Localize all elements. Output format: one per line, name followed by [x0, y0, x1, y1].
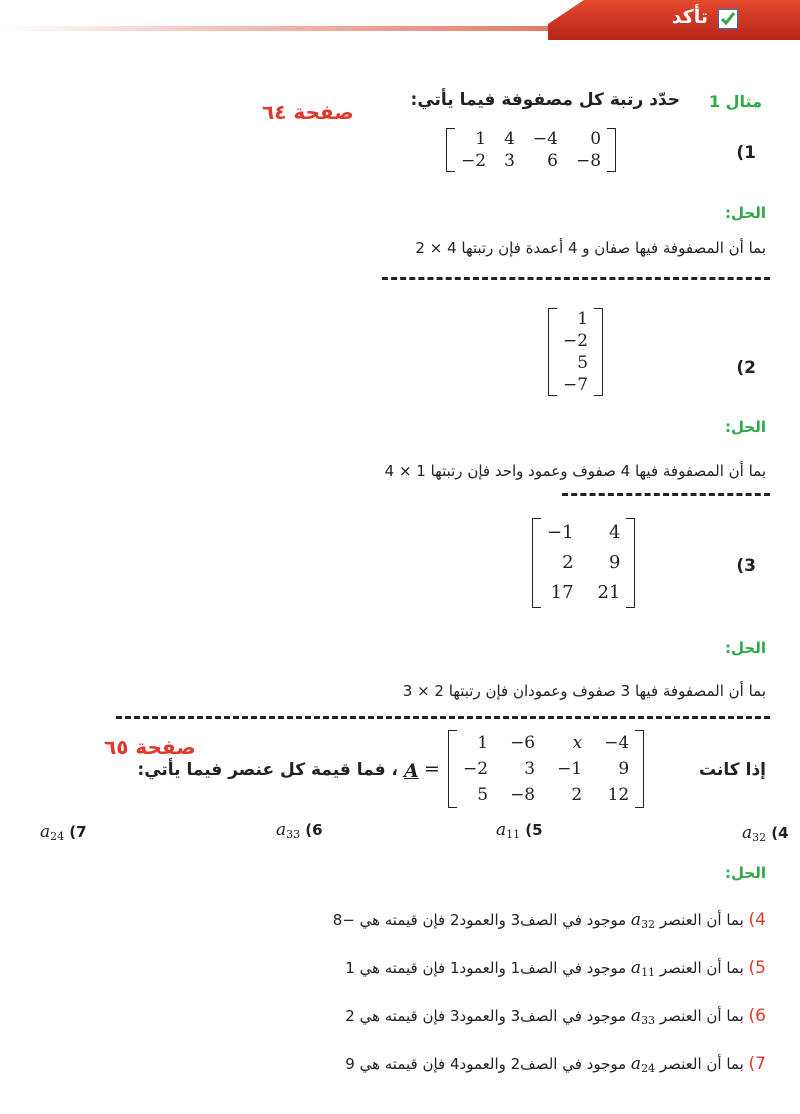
- matrix-1-grid: [455, 128, 607, 172]
- question-number: (7: [69, 823, 87, 841]
- answer-pre: بما أن العنصر: [655, 1007, 749, 1025]
- matrix-cell: −1: [557, 759, 583, 779]
- matrix-cell: 17: [550, 582, 574, 603]
- answer-number: 7): [748, 1054, 766, 1074]
- matrix-cell: −8: [510, 785, 536, 805]
- solution-label-3: الحل:: [725, 639, 766, 657]
- matrix-cell: 4: [609, 522, 621, 543]
- answer-sub: 33: [641, 1014, 656, 1027]
- matrix-cell: 2: [562, 552, 574, 573]
- matrix-cell: 1: [477, 733, 489, 753]
- matrix-A-grid: [457, 730, 635, 808]
- second-prompt-end: ، فما قيمة كل عنصر فيما يأتي:: [137, 760, 398, 780]
- answer-post: موجود في الصف2 والعمود4 فإن قيمته هي 9: [345, 1055, 631, 1073]
- question-sub: 33: [286, 828, 301, 841]
- question-sub: 11: [506, 828, 521, 841]
- answer-5: [345, 958, 766, 979]
- matrix-A-name: A: [404, 760, 419, 782]
- example-prompt: حدّد رتبة كل مصفوفة فيما يأتي:: [410, 90, 680, 110]
- matrix-cell: −1: [547, 522, 574, 543]
- solution-label-1: الحل:: [725, 204, 766, 222]
- answer-var: a: [630, 910, 642, 930]
- matrix-cell: −4: [604, 733, 630, 753]
- matrix-cell: x: [572, 733, 583, 753]
- matrix-cell: 3: [524, 759, 536, 779]
- answer-7: [345, 1054, 766, 1075]
- answer-post: موجود في الصف3 والعمود3 فإن قيمته هي 2: [345, 1007, 631, 1025]
- matrix-cell: 2: [571, 785, 583, 805]
- question-number: (6: [305, 821, 323, 839]
- answer-number: 6): [748, 1006, 766, 1026]
- page-ref-64: صفحة ٦٤: [262, 100, 354, 124]
- answer-sub: 11: [641, 966, 656, 979]
- answer-post: موجود في الصف1 والعمود1 فإن قيمته هي 1: [345, 959, 631, 977]
- solution-text-3: بما أن المصفوفة فيها 3 صفوف وعمودان فإن رتبتها 2 × 3: [402, 682, 766, 700]
- answer-var: a: [630, 958, 642, 978]
- answer-var: a: [630, 1006, 642, 1026]
- answer-pre: بما أن العنصر: [655, 959, 749, 977]
- matrix-cell: 21: [597, 582, 621, 603]
- matrix-cell: 5: [577, 353, 589, 373]
- matrix-cell: −2: [563, 331, 589, 351]
- question-var: a: [742, 823, 753, 843]
- page-ref-65: صفحة ٦٥: [104, 735, 196, 759]
- matrix-cell: −7: [563, 375, 589, 395]
- answer-number: 4): [748, 910, 766, 930]
- matrix-cell: 6: [547, 151, 558, 171]
- matrix-cell: 0: [590, 129, 602, 149]
- matrix-cell: 5: [477, 785, 489, 805]
- answer-sub: 24: [641, 1062, 656, 1075]
- item-number-1: (1: [736, 143, 756, 163]
- answer-number: 5): [748, 958, 766, 978]
- header-rule: [0, 26, 560, 31]
- matrix-3: [532, 518, 635, 608]
- dashed-divider: [382, 277, 770, 280]
- item-number-3: (3: [736, 556, 756, 576]
- matrix-3-grid: [541, 518, 626, 608]
- matrix-cell: 1: [577, 309, 589, 329]
- matrix-cell: −2: [463, 759, 489, 779]
- header-title: تأكد: [671, 6, 708, 28]
- matrix-cell: −2: [461, 151, 487, 171]
- matrix-cell: −4: [532, 129, 558, 149]
- question-var: a: [40, 822, 51, 842]
- matrix-cell: 3: [504, 151, 515, 171]
- solution-text-1: بما أن المصفوفة فيها صفان و 4 أعمدة فإن رتبتها 4 × 2: [415, 239, 766, 257]
- matrix-cell: 12: [607, 785, 630, 805]
- matrix-A: [448, 730, 644, 808]
- answer-sub: 32: [641, 918, 656, 931]
- question-number: (5: [525, 821, 543, 839]
- solution-text-2: بما أن المصفوفة فيها 4 صفوف وعمود واحد فإن رتبتها 1 × 4: [384, 462, 766, 480]
- matrix-cell: 1: [475, 129, 487, 149]
- example-label: مثال 1: [708, 92, 762, 111]
- matrix-cell: −6: [510, 733, 536, 753]
- matrix-cell: −8: [575, 151, 602, 171]
- matrix-cell: 9: [609, 552, 621, 573]
- question-var: a: [276, 820, 287, 840]
- second-prompt-start: إذا كانت: [699, 760, 766, 780]
- checkbox-check-icon: [718, 9, 738, 29]
- answer-6: [345, 1006, 766, 1027]
- question-7: [40, 822, 110, 843]
- answer-4: [333, 910, 766, 931]
- solution-label-4: الحل:: [725, 864, 766, 882]
- answer-var: a: [630, 1054, 642, 1074]
- question-number: (4: [771, 824, 789, 842]
- matrix-cell: 9: [618, 759, 630, 779]
- answer-pre: بما أن العنصر: [655, 911, 749, 929]
- matrix-2-grid: [557, 308, 594, 396]
- answer-post: موجود في الصف3 والعمود2 فإن قيمته هي −8: [332, 911, 631, 929]
- question-sub: 24: [50, 830, 65, 843]
- dashed-divider: [116, 716, 770, 719]
- question-sub: 32: [752, 831, 767, 844]
- equals-sign: =: [424, 758, 440, 780]
- question-4: [742, 823, 792, 844]
- answer-pre: بما أن العنصر: [655, 1055, 749, 1073]
- solution-label-2: الحل:: [725, 418, 766, 436]
- question-5: [496, 820, 566, 841]
- item-number-2: (2: [736, 358, 756, 378]
- matrix-cell: 4: [504, 129, 515, 149]
- dashed-divider: [562, 493, 770, 496]
- question-6: [276, 820, 346, 841]
- matrix-2: [548, 308, 603, 396]
- matrix-1: [446, 128, 616, 172]
- question-var: a: [496, 820, 507, 840]
